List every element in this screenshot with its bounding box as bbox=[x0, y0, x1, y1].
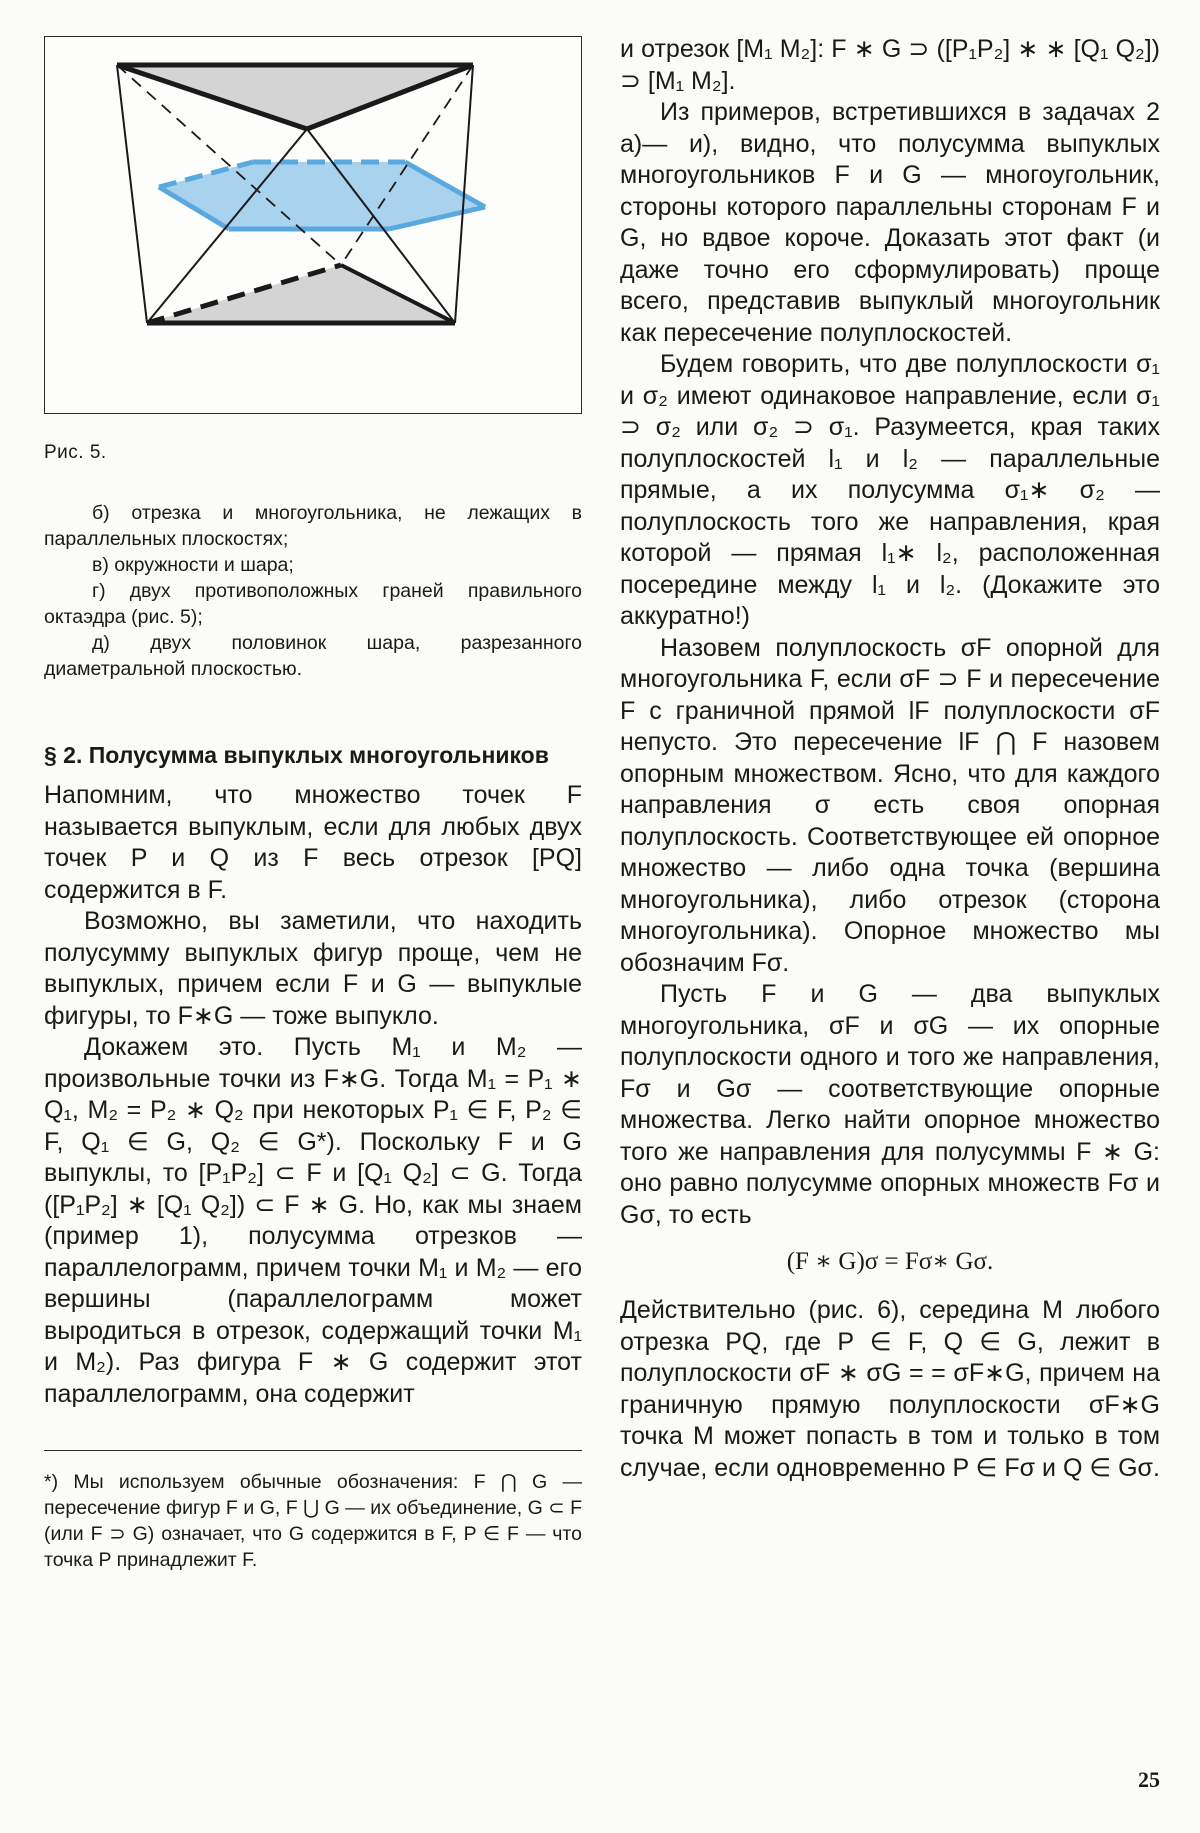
list-item: в) окружности и шара; bbox=[92, 554, 294, 576]
paragraph: Из примеров, встретившихся в задачах 2 а)— и), видно, что полусумма выпуклых многоугольников F и G — многоугольник, стороны которого параллельны сторонам F и G, но вдвое короче. Доказать этот факт (и даже точно его сформулировать) проще всего, представив выпуклый многоугольник как пересечение полуплоскостей. bbox=[620, 98, 1160, 347]
list-item: г) двух противоположных граней правильного октаэдра (рис. 5); bbox=[44, 580, 582, 628]
left-body bbox=[44, 780, 582, 1410]
figure-caption: Рис. 5. bbox=[44, 442, 107, 463]
paragraph: Будем говорить, что две полуплоскости σ₁ и σ₂ имеют одинаковое направление, если σ₁ ⊃ σ₂ или σ₂ ⊃ σ₁. Разумеется, края таких полуплоскостей l₁ и l₂ — параллельные прямые, а их полусумма σ₁∗ σ₂ — полуплоскость того же направления, края которой — прямая l₁∗ l₂, расположенная посередине между l₁ и l₂. (Докажите это аккуратно!) bbox=[620, 350, 1160, 630]
right-body bbox=[620, 34, 1160, 1231]
paragraph: и отрезок [M₁ M₂]: F ∗ G ⊃ ([P₁P₂] ∗ ∗ [Q₁ Q₂]) ⊃ [M₁ M₂]. bbox=[620, 35, 1160, 95]
right-column bbox=[620, 34, 1160, 1484]
page-number: 25 bbox=[1138, 1767, 1160, 1792]
footnote-divider bbox=[44, 1450, 582, 1451]
paragraph: Докажем это. Пусть M₁ и M₂ — произвольные точки из F∗G. Тогда M₁ = P₁ ∗ Q₁, M₂ = P₂ ∗ Q₂ при некоторых P₁ ∈ F, P₂ ∈ F, Q₁ ∈ G, Q₂ ∈ G*). Поскольку F и G выпуклы, то [P₁P₂] ⊂ F и [Q₁ Q₂] ⊂ G. Тогда ([P₁P₂] ∗ [Q₁ Q₂]) ⊂ F ∗ G. Но, как мы знаем (пример 1), полусумма отрезков — параллелограмм, причем точки M₁ и M₂ — его вершины (параллелограмм может выродиться в отрезок, содержащий точки M₁ и M₂). Раз фигура F ∗ G содержит этот параллелограмм, она содержит bbox=[44, 1033, 582, 1408]
footnote: *) Мы используем обычные обозначения: F ⋂ G — пересечение фигур F и G, F ⋃ G — их объединение, G ⊂ F (или F ⊃ G) означает, что G содержится в F, P ∈ F — что точка P принадлежит F. bbox=[44, 1471, 582, 1571]
octahedron-figure bbox=[44, 36, 582, 414]
formula: (F ∗ G)σ = Fσ∗ Gσ. bbox=[786, 1248, 994, 1275]
list-item: д) двух половинок шара, разрезанного диаметральной плоскостью. bbox=[44, 632, 582, 680]
paragraph: Назовем полуплоскость σF опорной для многоугольника F, если σF ⊃ F и пересечение F с граничной прямой lF полуплоскости σF непусто. Это пересечение lF ⋂ F назовем опорным множеством. Ясно, что для каждого направления σ есть своя опорная полуплоскость. Соответствующее ей опорное множество — либо одна точка (вершина многоугольника), либо отрезок (сторона многоугольника). Опорное множество мы обозначим Fσ. bbox=[620, 633, 1160, 977]
list-item: б) отрезка и многоугольника, не лежащих в параллельных плоскостях; bbox=[44, 502, 582, 550]
section-title: § 2. Полусумма выпуклых многоугольников bbox=[44, 742, 549, 768]
paragraph: Возможно, вы заметили, что находить полусумму выпуклых фигур проще, чем не выпуклых, причем если F и G — выпуклые фигуры, то F∗G — тоже выпукло. bbox=[44, 907, 582, 1030]
left-column bbox=[44, 36, 582, 1573]
octahedron-drawing bbox=[45, 37, 581, 413]
bottom-face bbox=[147, 265, 455, 323]
paragraph: Напомним, что множество точек F называется выпуклым, если для любых двух точек P и Q из F весь отрезок [PQ] содержится в F. bbox=[44, 781, 582, 904]
right-body-final bbox=[620, 1295, 1160, 1484]
exercise-items bbox=[44, 500, 582, 682]
paragraph: Действительно (рис. 6), середина M любого отрезка PQ, где P ∈ F, Q ∈ G, лежит в полуплоскости σF ∗ σG = = σF∗G, причем на граничную прямую полуплоскости σF∗G точка M может попасть в том и только в том случае, если одновременно P ∈ Fσ и Q ∈ Gσ. bbox=[620, 1296, 1160, 1482]
paragraph: Пусть F и G — два выпуклых многоугольника, σF и σG — их опорные полуплоскости одного и того же направления, Fσ и Gσ — соответствующие опорные множества. Легко найти опорное множество того же направления для полусуммы F ∗ G: оно равно полусумме опорных множеств Fσ и Gσ, то есть bbox=[620, 980, 1160, 1229]
top-face bbox=[117, 65, 473, 129]
